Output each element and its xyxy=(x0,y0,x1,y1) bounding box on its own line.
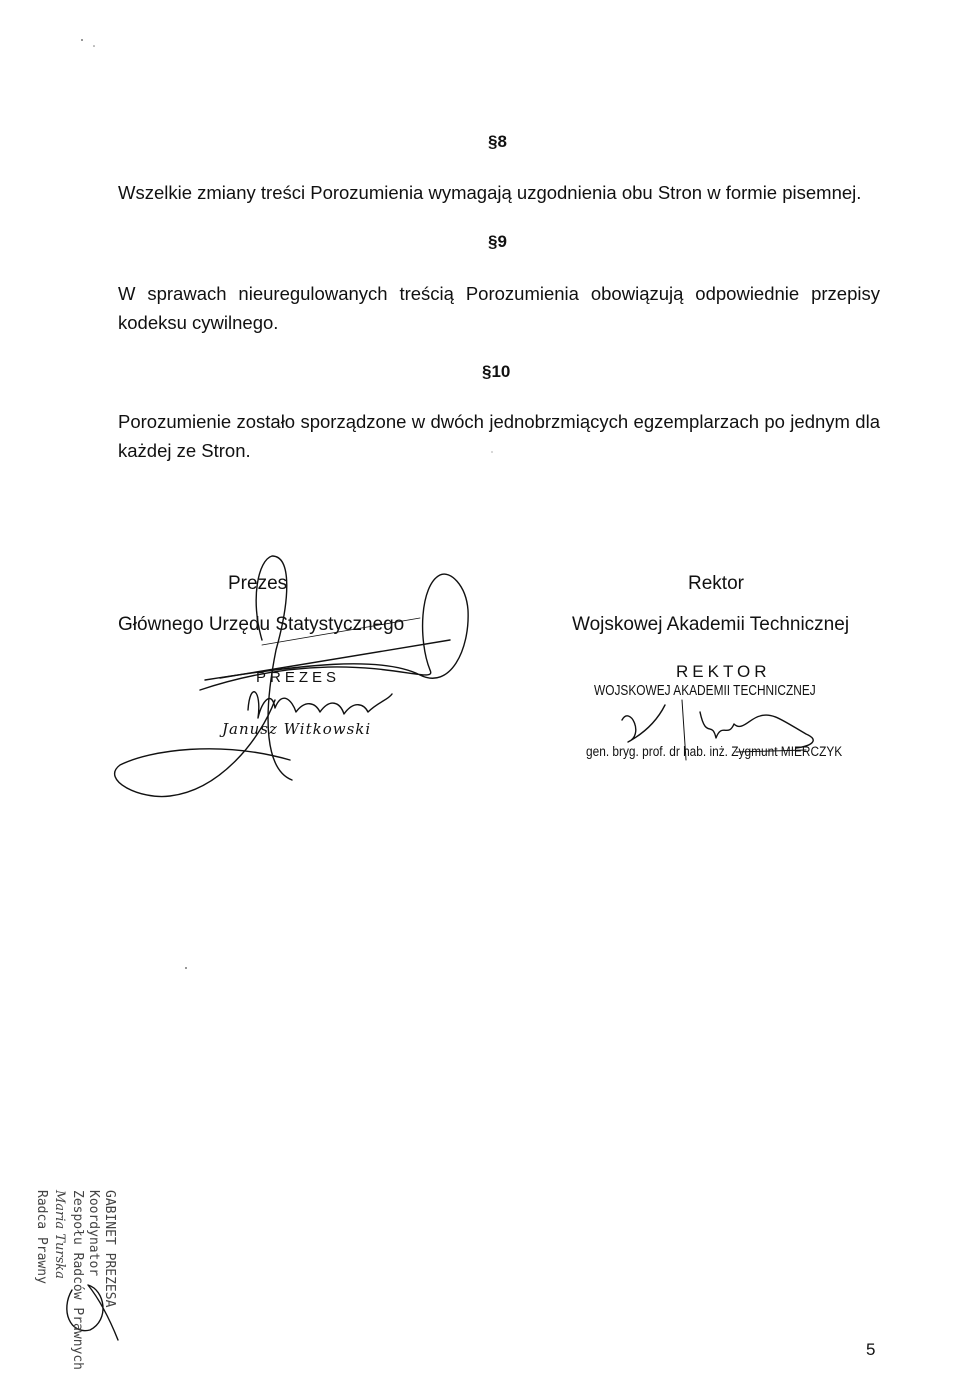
section-heading-8: §8 xyxy=(488,132,507,151)
section-9-paragraph xyxy=(118,279,880,337)
vertical-stamp-line-1: GABINET PREZESA xyxy=(102,1190,117,1308)
right-stamp-name: gen. bryg. prof. dr hab. inż. Zygmunt MIERCZYK xyxy=(586,744,843,759)
right-stamp-institution: WOJSKOWEJ AKADEMII TECHNICZNEJ xyxy=(594,683,816,699)
right-signatory-institution: Wojskowej Akademii Technicznej xyxy=(572,614,850,635)
left-signatory-title: Prezes xyxy=(228,573,288,594)
section-10-paragraph xyxy=(118,407,880,465)
vertical-stamp-line-4: Maria Turska xyxy=(52,1190,67,1279)
vertical-stamp-line-3: Zespołu Radców Prawnych xyxy=(70,1190,85,1371)
vertical-stamp-line-2: Koordynator xyxy=(86,1190,101,1277)
section-heading-9: §9 xyxy=(488,232,507,251)
left-signature-tail xyxy=(115,700,290,797)
section-9-line-2: kodeksu cywilnego. xyxy=(118,312,279,333)
section-8-paragraph xyxy=(118,178,880,207)
page-number: 5 xyxy=(866,1340,876,1359)
legal-counsel-stamp xyxy=(30,1190,120,1371)
section-10-line-1: Porozumienie zostało sporządzone w dwóch jednobrzmiących egzemplarzach po jednym dla xyxy=(118,411,880,432)
section-8-line-1: Wszelkie zmiany treści Porozumienia wymagają uzgodnienia obu Stron w formie pisemnej. xyxy=(118,182,862,203)
right-signature-scribble xyxy=(700,712,813,748)
left-signatory-institution: Głównego Urzędu Statystycznego xyxy=(118,614,405,635)
right-signature-mark xyxy=(622,705,665,742)
right-signatory-title: Rektor xyxy=(688,573,744,594)
left-stamp-name: Janusz Witkowski xyxy=(222,720,372,738)
section-10-line-2: każdej ze Stron. xyxy=(118,440,251,461)
left-signature-scribble xyxy=(248,692,392,718)
left-stamp-title: PREZES xyxy=(256,669,341,686)
section-9-line-1: W sprawach nieuregulowanych treścią Porozumienia obowiązują odpowiednie przepisy xyxy=(118,283,880,304)
vertical-stamp-line-5: Radca Prawny xyxy=(34,1190,49,1284)
right-stamp-title: REKTOR xyxy=(676,662,771,681)
section-heading-10: §10 xyxy=(482,362,511,381)
